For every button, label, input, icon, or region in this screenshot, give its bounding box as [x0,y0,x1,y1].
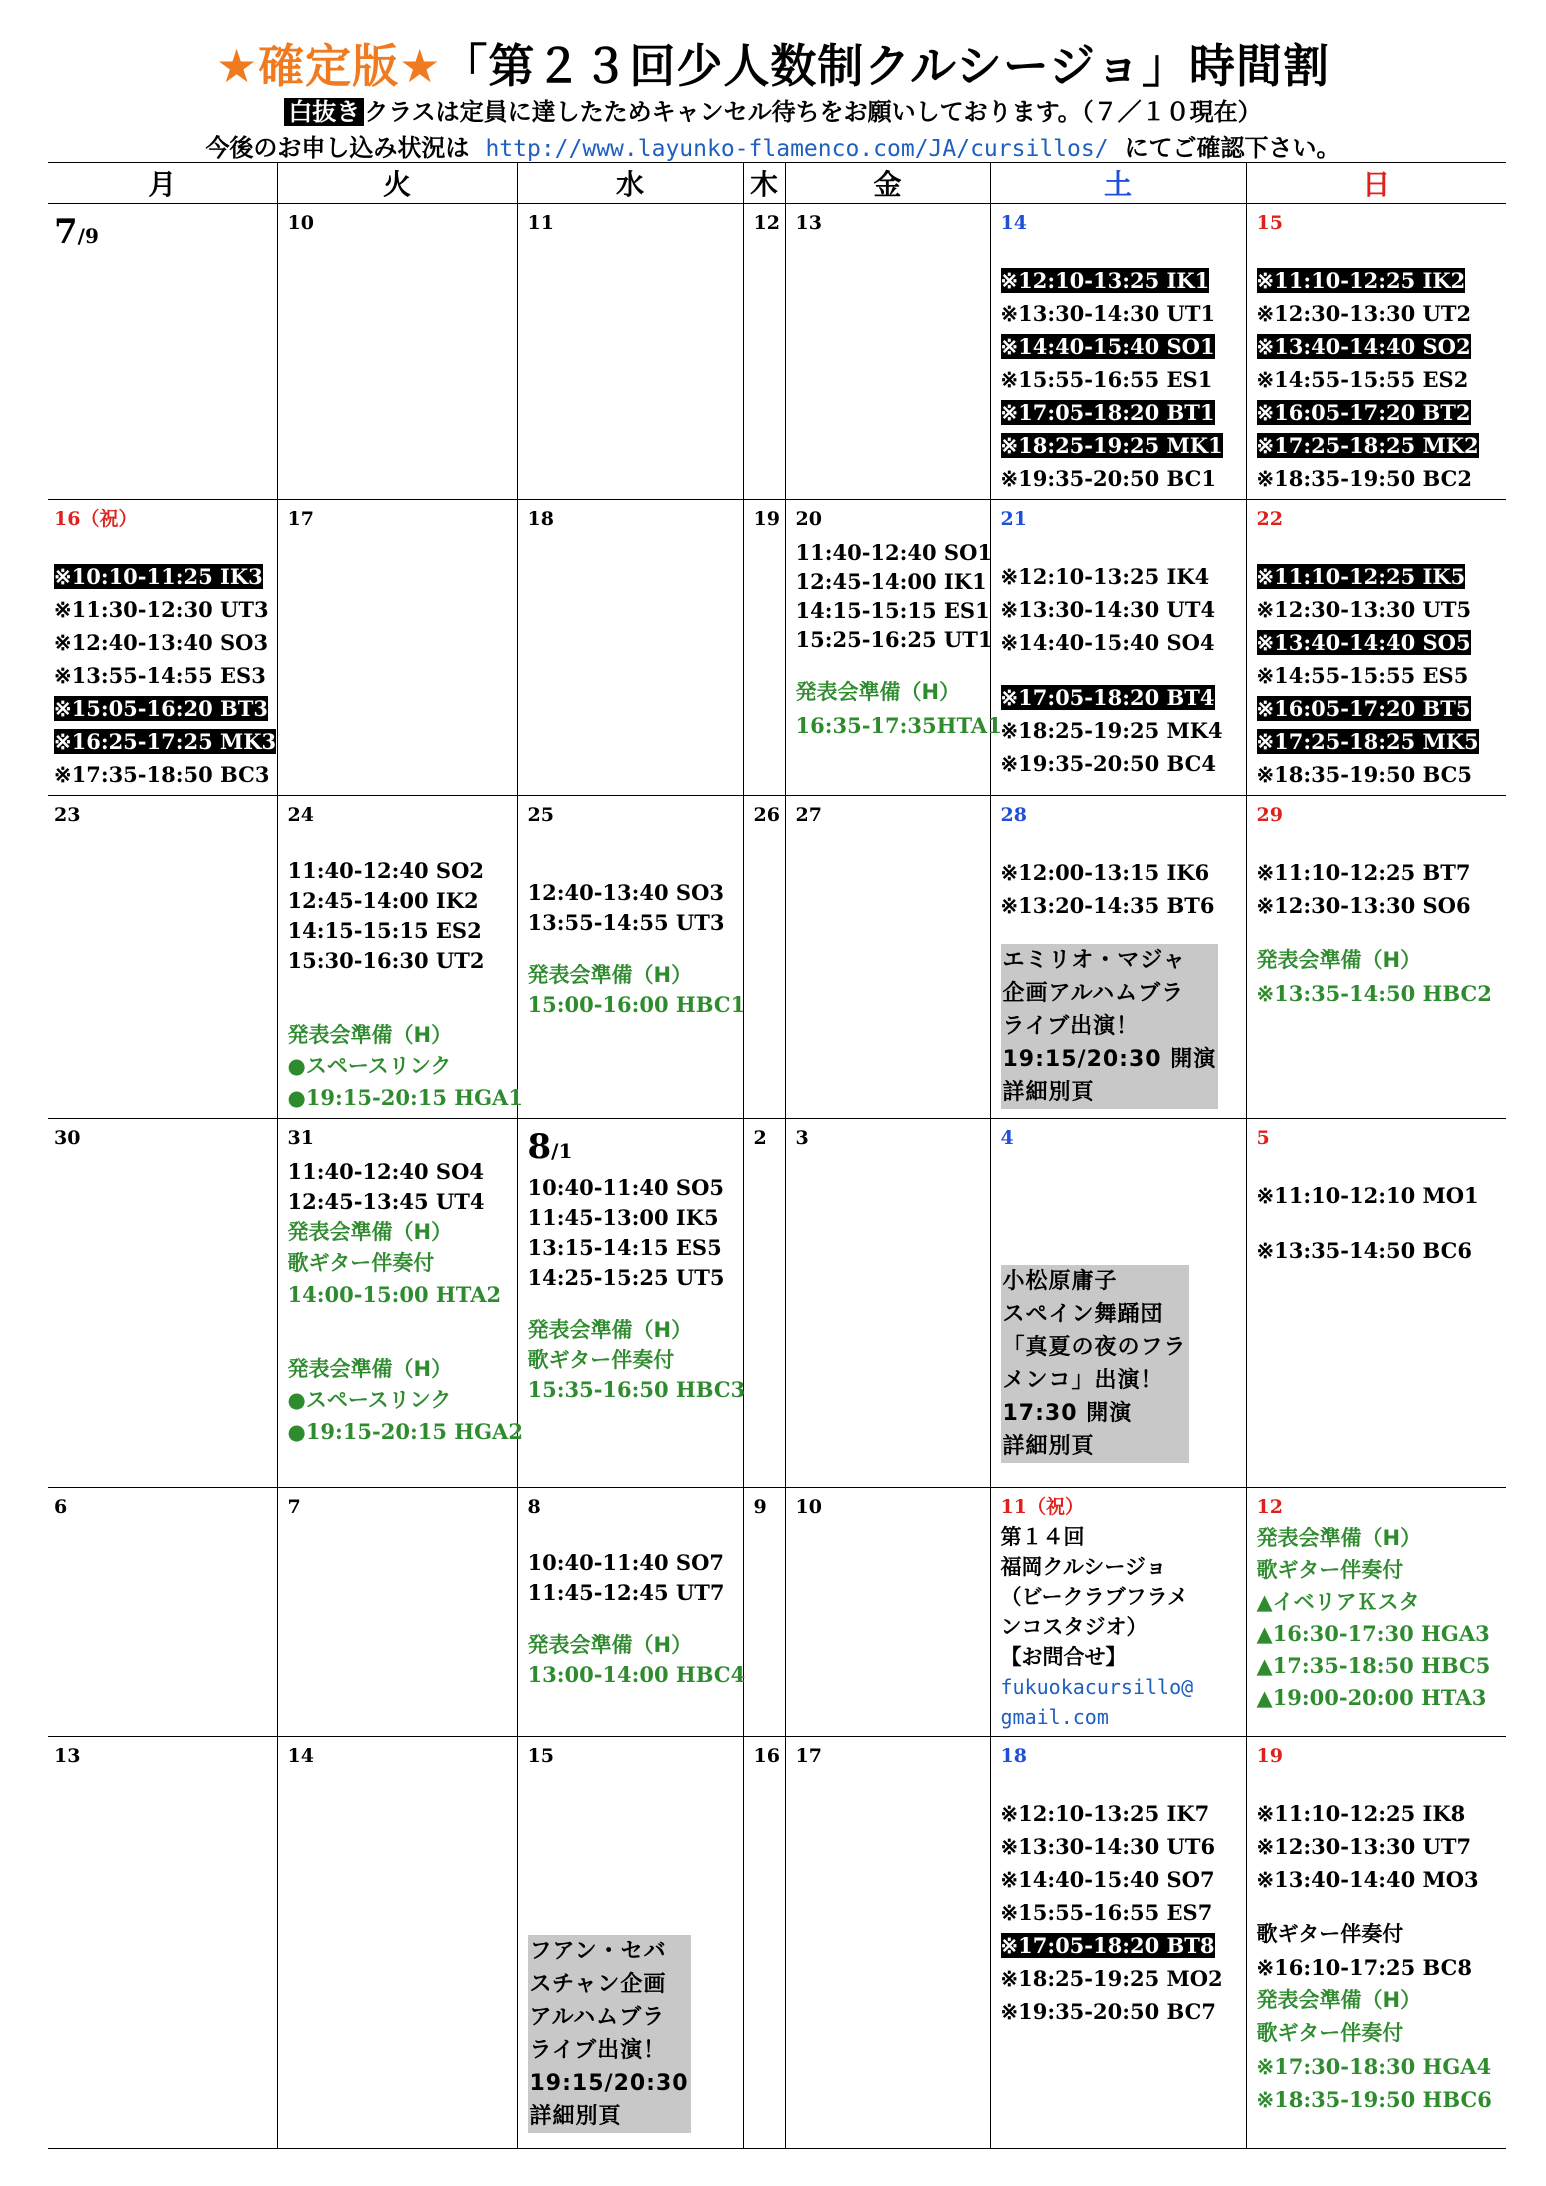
day-cell [517,796,746,1119]
date-label: 7 [287,1496,301,1518]
note2-pre: 今後のお申し込み状況は [205,134,470,162]
class-entry: ※16:10-17:25 BC8 [1256,1955,1472,1980]
class-entry: ※13:30-14:30 UT6 [1000,1834,1216,1859]
guitar-accompaniment-label: 歌ギター伴奏付 [527,1348,675,1372]
full-class-entry: ※14:40-15:40 SO1 [1000,334,1215,359]
day-cell [990,1488,1246,1737]
recital-class-entry: ※13:35-14:50 HBC2 [1256,981,1492,1006]
date-label: 30 [54,1127,81,1149]
day-cell [1246,1737,1506,2149]
day-cell [785,1119,990,1488]
day-cell [1246,500,1506,796]
class-entry: 12:45-14:00 IK1 [795,569,987,594]
day-cell [990,796,1246,1119]
full-class-entry: ※13:40-14:40 SO2 [1256,334,1471,359]
recital-prep-label: 発表会準備（H） [1256,948,1422,972]
full-class-entry: ※16:25-17:25 MK3 [54,729,277,754]
class-entry: 11:45-13:00 IK5 [527,1205,719,1230]
class-entry: 12:45-14:00 IK2 [287,888,479,913]
day-cell [48,1737,277,2149]
date-label: 14 [1000,212,1027,234]
weekday-wed: 水 [517,163,743,204]
event-text: 第１４回 [1000,1525,1085,1549]
class-entry: ※11:10-12:25 BT7 [1256,860,1471,885]
recital-class-entry: 14:00-15:00 HTA2 [287,1282,502,1307]
day-cell [277,1119,523,1488]
day-cell [517,1488,746,1737]
class-entry: ※19:35-20:50 BC4 [1000,751,1216,776]
event-text: ンコスタジオ） [1000,1615,1148,1639]
day-cell [743,204,785,500]
class-entry: 14:25-15:25 UT5 [527,1265,725,1290]
day-cell [743,796,785,1119]
recital-class-entry: 15:35-16:50 HBC3 [527,1377,746,1402]
recital-class-entry: ※18:35-19:50 HBC6 [1256,2087,1492,2112]
guitar-accompaniment-label: 歌ギター伴奏付 [1256,1558,1404,1582]
status-note [0,128,1546,163]
date-label: 19 [1256,1745,1283,1767]
recital-prep-label: 発表会準備（H） [287,1220,453,1244]
full-class-entry: ※17:25-18:25 MK2 [1256,433,1479,458]
class-entry: 10:40-11:40 SO5 [527,1175,724,1200]
class-entry: ※12:30-13:30 UT5 [1256,597,1472,622]
date-label: 17 [287,508,314,530]
class-entry: ※11:30-12:30 UT3 [54,597,269,622]
date-label: 3 [795,1127,809,1149]
full-class-entry: ※12:10-13:25 IK1 [1000,268,1210,293]
day-cell [48,796,277,1119]
day-cell [785,204,990,500]
date-label: 2 [753,1127,767,1149]
class-entry: ※14:55-15:55 ES5 [1256,663,1469,688]
date-label: 12 [753,212,780,234]
class-entry: ※19:35-20:50 BC7 [1000,1999,1216,2024]
date-label: 15 [527,1745,554,1767]
full-class-entry: ※13:40-14:40 SO5 [1256,630,1471,655]
day-cell [990,1737,1246,2149]
day-cell [277,1488,517,1737]
title-accent: ★確定版★ [215,39,442,93]
venue-label: ●スペースリンク [287,1388,452,1412]
day-cell [990,1119,1246,1488]
day-cell [1246,1488,1506,1737]
recital-class-entry: ▲16:30-17:30 HGA3 [1256,1621,1490,1646]
class-entry: ※12:30-13:30 SO6 [1256,893,1471,918]
week-row [48,796,1506,1119]
note-inverted-label: 白抜き [284,98,364,126]
date-label: 18 [527,508,554,530]
venue-label: ▲イベリアＫスタ [1256,1590,1420,1614]
date-label: 13 [795,212,822,234]
class-entry: ※12:30-13:30 UT7 [1256,1834,1472,1859]
contact-email-link-cont[interactable]: gmail.com [1000,1705,1109,1729]
date-label: 16（祝） [54,508,138,530]
date-label: 8 [527,1496,541,1518]
guitar-accompaniment-label: 歌ギター伴奏付 [1256,2021,1404,2045]
full-class-entry: ※17:05-18:20 BT1 [1000,400,1215,425]
date-label: 5 [1256,1127,1270,1149]
class-entry: ※15:55-16:55 ES7 [1000,1900,1213,1925]
full-class-entry: ※17:05-18:20 BT4 [1000,685,1215,710]
recital-class-entry: ●19:15-20:15 HGA2 [287,1419,523,1444]
class-entry: 11:40-12:40 SO4 [287,1159,484,1184]
full-class-entry: ※10:10-11:25 IK3 [54,564,263,589]
full-class-entry: ※15:05-16:20 BT3 [54,696,269,721]
date-label: 15 [1256,212,1283,234]
class-entry: ※13:40-14:40 MO3 [1256,1867,1479,1892]
event-notice-box: 小松原庸子 スペイン舞踊団 「真夏の夜のフラ メンコ」出演！ 17:30 開演 詳細別頁 [1001,1265,1189,1463]
date-label: 28 [1000,804,1027,826]
day-cell [743,1737,785,2149]
event-notice-box: エミリオ・マジャ 企画アルハムブラ ライブ出演！ 19:15/20:30 開演 詳細別頁 [1001,944,1219,1109]
day-cell [990,204,1246,500]
date-label: 25 [527,804,554,826]
date-label: 23 [54,804,81,826]
date-label: 26 [753,804,780,826]
date-label: 13 [54,1745,81,1767]
class-entry: ※12:10-13:25 IK7 [1000,1801,1210,1826]
day-cell [277,204,517,500]
day-cell [517,500,743,796]
day-cell [277,796,523,1119]
day-cell [1246,1119,1506,1488]
note2-post: にてご確認下さい。 [1124,134,1341,162]
day-cell [517,1119,746,1488]
page-title [0,30,1546,96]
date-label: 18 [1000,1745,1027,1767]
recital-prep-label: 発表会準備（H） [287,1357,453,1381]
full-class-entry: ※16:05-17:20 BT5 [1256,696,1471,721]
day-cell [277,500,517,796]
date-label: 10 [795,1496,822,1518]
date-label: 8/1 [527,1127,573,1167]
date-label: 31 [287,1127,314,1149]
full-class-entry: ※18:25-19:25 MK1 [1000,433,1223,458]
class-entry: ※15:55-16:55 ES1 [1000,367,1213,392]
class-entry: ※19:35-20:50 BC1 [1000,466,1216,491]
class-entry: ※13:30-14:30 UT4 [1000,597,1216,622]
class-entry: ※14:55-15:55 ES2 [1256,367,1469,392]
class-entry: ※14:40-15:40 SO7 [1000,1867,1215,1892]
class-entry: 11:40-12:40 SO1 [795,540,992,565]
day-cell [48,1488,277,1737]
date-label: 10 [287,212,314,234]
recital-prep-label: 発表会準備（H） [527,1318,693,1342]
class-entry: ※13:35-14:50 BC6 [1256,1238,1472,1263]
class-entry: ※12:40-13:40 SO3 [54,630,269,655]
full-class-entry: ※11:10-12:25 IK5 [1256,564,1466,589]
class-entry: 11:40-12:40 SO2 [287,858,484,883]
cursillos-link[interactable]: http://www.layunko-flamenco.com/JA/cursillos/ [485,136,1109,162]
week-row [48,500,1506,796]
weekday-sun: 日 [1246,163,1506,204]
weekday-header [48,163,1506,204]
full-class-entry: ※16:05-17:20 BT2 [1256,400,1471,425]
recital-class-entry: 15:00-16:00 HBC1 [527,992,746,1017]
venue-label: ●スペースリンク [287,1054,452,1078]
date-label: 27 [795,804,822,826]
class-entry: ※12:10-13:25 IK4 [1000,564,1210,589]
class-entry: 12:40-13:40 SO3 [527,880,724,905]
date-label: 12 [1256,1496,1283,1518]
day-cell [517,204,743,500]
class-entry: 13:55-14:55 UT3 [527,910,725,935]
recital-class-entry: ▲17:35-18:50 HBC5 [1256,1653,1491,1678]
guitar-accompaniment-label: 歌ギター伴奏付 [1256,1922,1404,1946]
week-row [48,1119,1506,1488]
day-cell [743,500,785,796]
class-entry: 15:30-16:30 UT2 [287,948,485,973]
full-class-entry: ※17:25-18:25 MK5 [1256,729,1479,754]
day-cell [743,1119,785,1488]
class-entry: ※12:30-13:30 UT2 [1256,301,1472,326]
day-cell [785,796,990,1119]
date-label: 4 [1000,1127,1014,1149]
event-notice-box: フアン・セバ スチャン企画 アルハムブラ ライブ出演！ 19:15/20:30 詳細別頁 [528,1935,691,2133]
event-text: （ビークラブフラメ [1000,1585,1189,1609]
day-cell [785,500,1002,796]
class-entry: ※12:00-13:15 IK6 [1000,860,1210,885]
title-main: 「第２３回少人数制クルシージョ」時間割 [441,39,1331,93]
date-label: 24 [287,804,314,826]
recital-class-entry: 13:00-14:00 HBC4 [527,1662,746,1687]
day-cell [48,1119,277,1488]
class-entry: ※18:35-19:50 BC2 [1256,466,1472,491]
day-cell [785,1737,990,2149]
date-label: 14 [287,1745,314,1767]
recital-class-entry: ●19:15-20:15 HGA1 [287,1085,523,1110]
class-entry: ※11:10-12:25 IK8 [1256,1801,1466,1826]
recital-prep-label: 発表会準備（H） [1256,1988,1422,2012]
day-cell [1246,204,1506,500]
weekday-tue: 火 [277,163,517,204]
week-row [48,1737,1506,2149]
cancel-note [0,92,1546,127]
date-label: 16 [753,1745,780,1767]
day-cell [990,500,1246,796]
class-entry: ※18:25-19:25 MK4 [1000,718,1223,743]
guitar-accompaniment-label: 歌ギター伴奏付 [287,1251,435,1275]
full-class-entry: ※17:05-18:20 BT8 [1000,1933,1215,1958]
date-label: 11（祝） [1000,1496,1084,1518]
class-entry: 12:45-13:45 UT4 [287,1189,485,1214]
date-label: 22 [1256,508,1283,530]
class-entry: ※11:10-12:10 MO1 [1256,1183,1479,1208]
class-entry: ※14:40-15:40 SO4 [1000,630,1215,655]
date-label: 21 [1000,508,1027,530]
class-entry: 10:40-11:40 SO7 [527,1550,724,1575]
class-entry: 13:15-14:15 ES5 [527,1235,722,1260]
recital-class-entry: 16:35-17:35HTA1 [795,713,1002,738]
day-cell [785,1488,990,1737]
recital-class-entry: ※17:30-18:30 HGA4 [1256,2054,1492,2079]
date-label: 29 [1256,804,1283,826]
date-label: 9 [753,1496,767,1518]
date-label: 11 [527,212,554,234]
week-row [48,1488,1506,1737]
class-entry: ※18:35-19:50 BC5 [1256,762,1472,787]
recital-prep-label: 発表会準備（H） [527,963,693,987]
day-cell [743,1488,785,1737]
note-rest: クラスは定員に達したためキャンセル待ちをお願いしております。（７／１０現在） [364,98,1262,126]
recital-prep-label: 発表会準備（H） [795,680,961,704]
schedule-calendar [48,162,1506,2149]
class-entry: ※13:55-14:55 ES3 [54,663,266,688]
day-cell [277,1737,517,2149]
date-label: 7/9 [54,212,99,252]
weekday-mon: 月 [48,163,277,204]
class-entry: 14:15-15:15 ES2 [287,918,482,943]
date-label: 20 [795,508,822,530]
event-text: 福岡クルシージョ [1000,1555,1167,1579]
day-cell [1246,796,1506,1119]
date-label: 6 [54,1496,68,1518]
contact-email-link[interactable]: fukuokacursillo@ [1000,1675,1194,1699]
recital-prep-label: 発表会準備（H） [1256,1526,1422,1550]
date-label: 19 [753,508,780,530]
class-entry: ※13:20-14:35 BT6 [1000,893,1215,918]
day-cell [517,1737,743,2149]
recital-class-entry: ▲19:00-20:00 HTA3 [1256,1685,1487,1710]
full-class-entry: ※11:10-12:25 IK2 [1256,268,1466,293]
class-entry: 14:15-15:15 ES1 [795,598,990,623]
recital-prep-label: 発表会準備（H） [287,1023,453,1047]
class-entry: 15:25-16:25 UT1 [795,627,993,652]
day-cell [48,500,277,796]
class-entry: 11:45-12:45 UT7 [527,1580,725,1605]
recital-prep-label: 発表会準備（H） [527,1633,693,1657]
class-entry: ※17:35-18:50 BC3 [54,762,270,787]
week-row [48,204,1506,500]
weekday-thu: 木 [743,163,785,204]
date-label: 17 [795,1745,822,1767]
weekday-sat: 土 [990,163,1246,204]
class-entry: ※18:25-19:25 MO2 [1000,1966,1223,1991]
weekday-fri: 金 [785,163,990,204]
day-cell [48,204,277,500]
class-entry: ※13:30-14:30 UT1 [1000,301,1216,326]
event-text: 【お問合せ】 [1000,1645,1127,1669]
